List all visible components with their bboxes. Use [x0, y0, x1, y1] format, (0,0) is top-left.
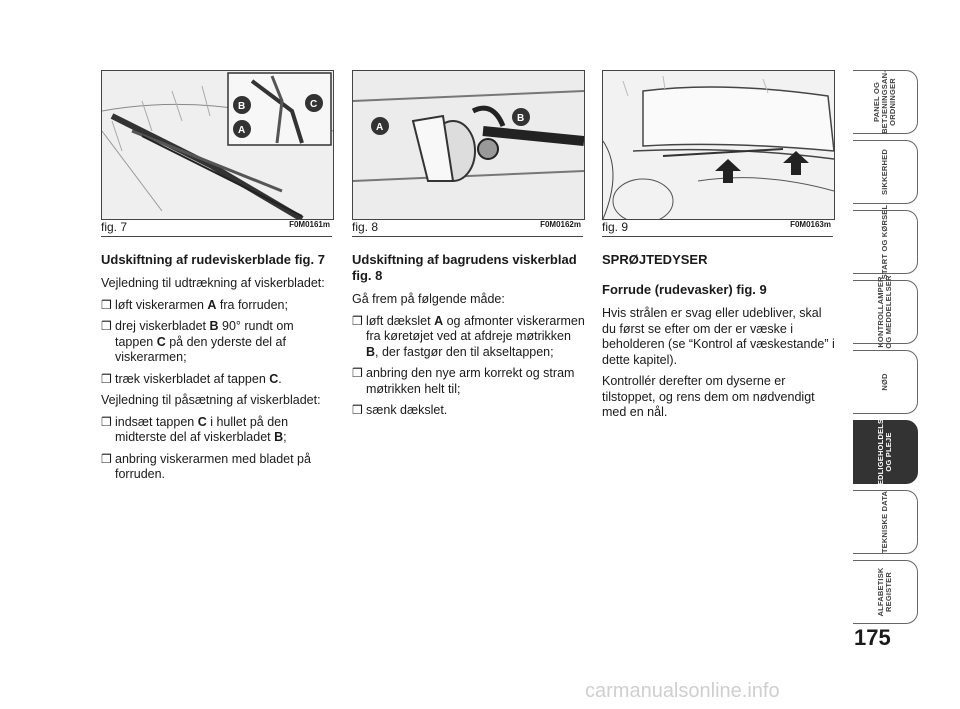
figure-9-image	[602, 70, 835, 220]
checkbox-bullet-icon: ❒	[352, 313, 363, 328]
list-item: ❒ anbring den nye arm korrekt og stram møtrikken helt til;	[352, 366, 575, 396]
callout-b-fig8-label: B	[517, 113, 525, 124]
section-heading-wiper-blades: Udskiftning af rudeviskerblade fig. 7	[101, 252, 325, 267]
tab-emergency[interactable]: NØD	[853, 350, 918, 414]
wiper-blade-illustration	[102, 71, 333, 219]
checkbox-bullet-icon: ❒	[352, 403, 363, 417]
checkbox-bullet-icon: ❒	[101, 451, 112, 466]
tab-warning-lights[interactable]: KONTROLLAMPER OG MEDDELELSER	[853, 280, 918, 344]
checkbox-bullet-icon: ❒	[101, 319, 112, 333]
rear-wiper-illustration	[353, 71, 584, 219]
checkbox-bullet-icon: ❒	[101, 371, 112, 386]
callout-a-fig7-label: A	[238, 125, 246, 136]
column-3	[602, 252, 836, 427]
figure-9-label: fig. 9	[602, 220, 629, 234]
callout-a-fig8-label: A	[376, 122, 384, 133]
figure-8-caption	[352, 222, 583, 237]
figure-9-caption	[602, 222, 833, 237]
tab-maintenance[interactable]: VEDLIGEHOLDELSE OG PLEJE	[853, 420, 918, 484]
list-item: ❒ drej viskerbladet B 90° rundt om tappen C på den yderste del af viskerarmen;	[101, 319, 294, 364]
figure-8-code: F0M0162m	[540, 220, 581, 229]
figure-7-caption	[101, 222, 332, 237]
tab-panel-controls[interactable]: PANEL OG BETJENINGSAN- ORDNINGER	[853, 70, 918, 134]
watermark: carmanualsonline.info	[585, 680, 780, 702]
tab-index[interactable]: ALFABETISK REGISTER	[853, 560, 918, 624]
procedure-intro: Gå frem på følgende måde:	[352, 292, 505, 306]
figure-8-image	[352, 70, 585, 220]
checkbox-bullet-icon: ❒	[352, 366, 363, 380]
list-item: ❒ sænk dækslet.	[352, 403, 448, 417]
callout-b-fig7-label: B	[238, 101, 246, 112]
list-item: ❒ træk viskerbladet af tappen C.	[101, 371, 282, 386]
callout-c-fig7-label: C	[310, 99, 318, 110]
figure-8-label: fig. 8	[352, 220, 379, 234]
list-item: ❒ løft dækslet A og afmonter viskerarmen fra køretøjet ved at afdreje møtrikken B, der fastgør den til akseltappen;	[352, 313, 585, 359]
list-item: ❒ løft viskerarmen A fra forruden;	[101, 297, 288, 312]
subheading-windscreen-washer: Forrude (rudevasker) fig. 9	[602, 282, 767, 297]
tab-starting-driving[interactable]: START OG KØRSEL	[853, 210, 918, 274]
removal-intro: Vejledning til udtrækning af viskerbladet:	[101, 276, 325, 290]
washer-paragraph-1: Hvis strålen er svag eller udebliver, skal du først se efter om der er væske i beholderen (se “Kontrol af væskestande” i dette kapitel).	[602, 306, 835, 367]
checkbox-bullet-icon: ❒	[101, 297, 112, 312]
column-2	[352, 252, 586, 425]
column-1	[101, 252, 335, 489]
fitting-intro: Vejledning til påsætning af viskerbladet:	[101, 393, 321, 407]
section-heading-washer-nozzles: SPRØJTEDYSER	[602, 252, 708, 267]
section-heading-rear-wiper: Udskiftning af bagrudens viskerblad fig. 8	[352, 252, 577, 283]
figure-7-code: F0M0161m	[289, 220, 330, 229]
checkbox-bullet-icon: ❒	[101, 414, 112, 429]
tab-safety[interactable]: SIKKERHED	[853, 140, 918, 204]
windscreen-washer-nozzles-illustration	[603, 71, 834, 219]
figure-9-code: F0M0163m	[790, 220, 831, 229]
list-item: ❒ indsæt tappen C i hullet på den midterste del af viskerbladet B;	[101, 414, 289, 444]
page-number: 175	[854, 625, 891, 650]
tab-technical-data[interactable]: TEKNISKE DATA	[853, 490, 918, 554]
washer-paragraph-2: Kontrollér derefter om dyserne er tilstoppet, og rens dem om nødvendigt med en nål.	[602, 374, 815, 419]
figure-7-label: fig. 7	[101, 220, 128, 234]
list-item: ❒ anbring viskerarmen med bladet på forruden.	[101, 451, 311, 481]
figure-7-image	[101, 70, 334, 220]
